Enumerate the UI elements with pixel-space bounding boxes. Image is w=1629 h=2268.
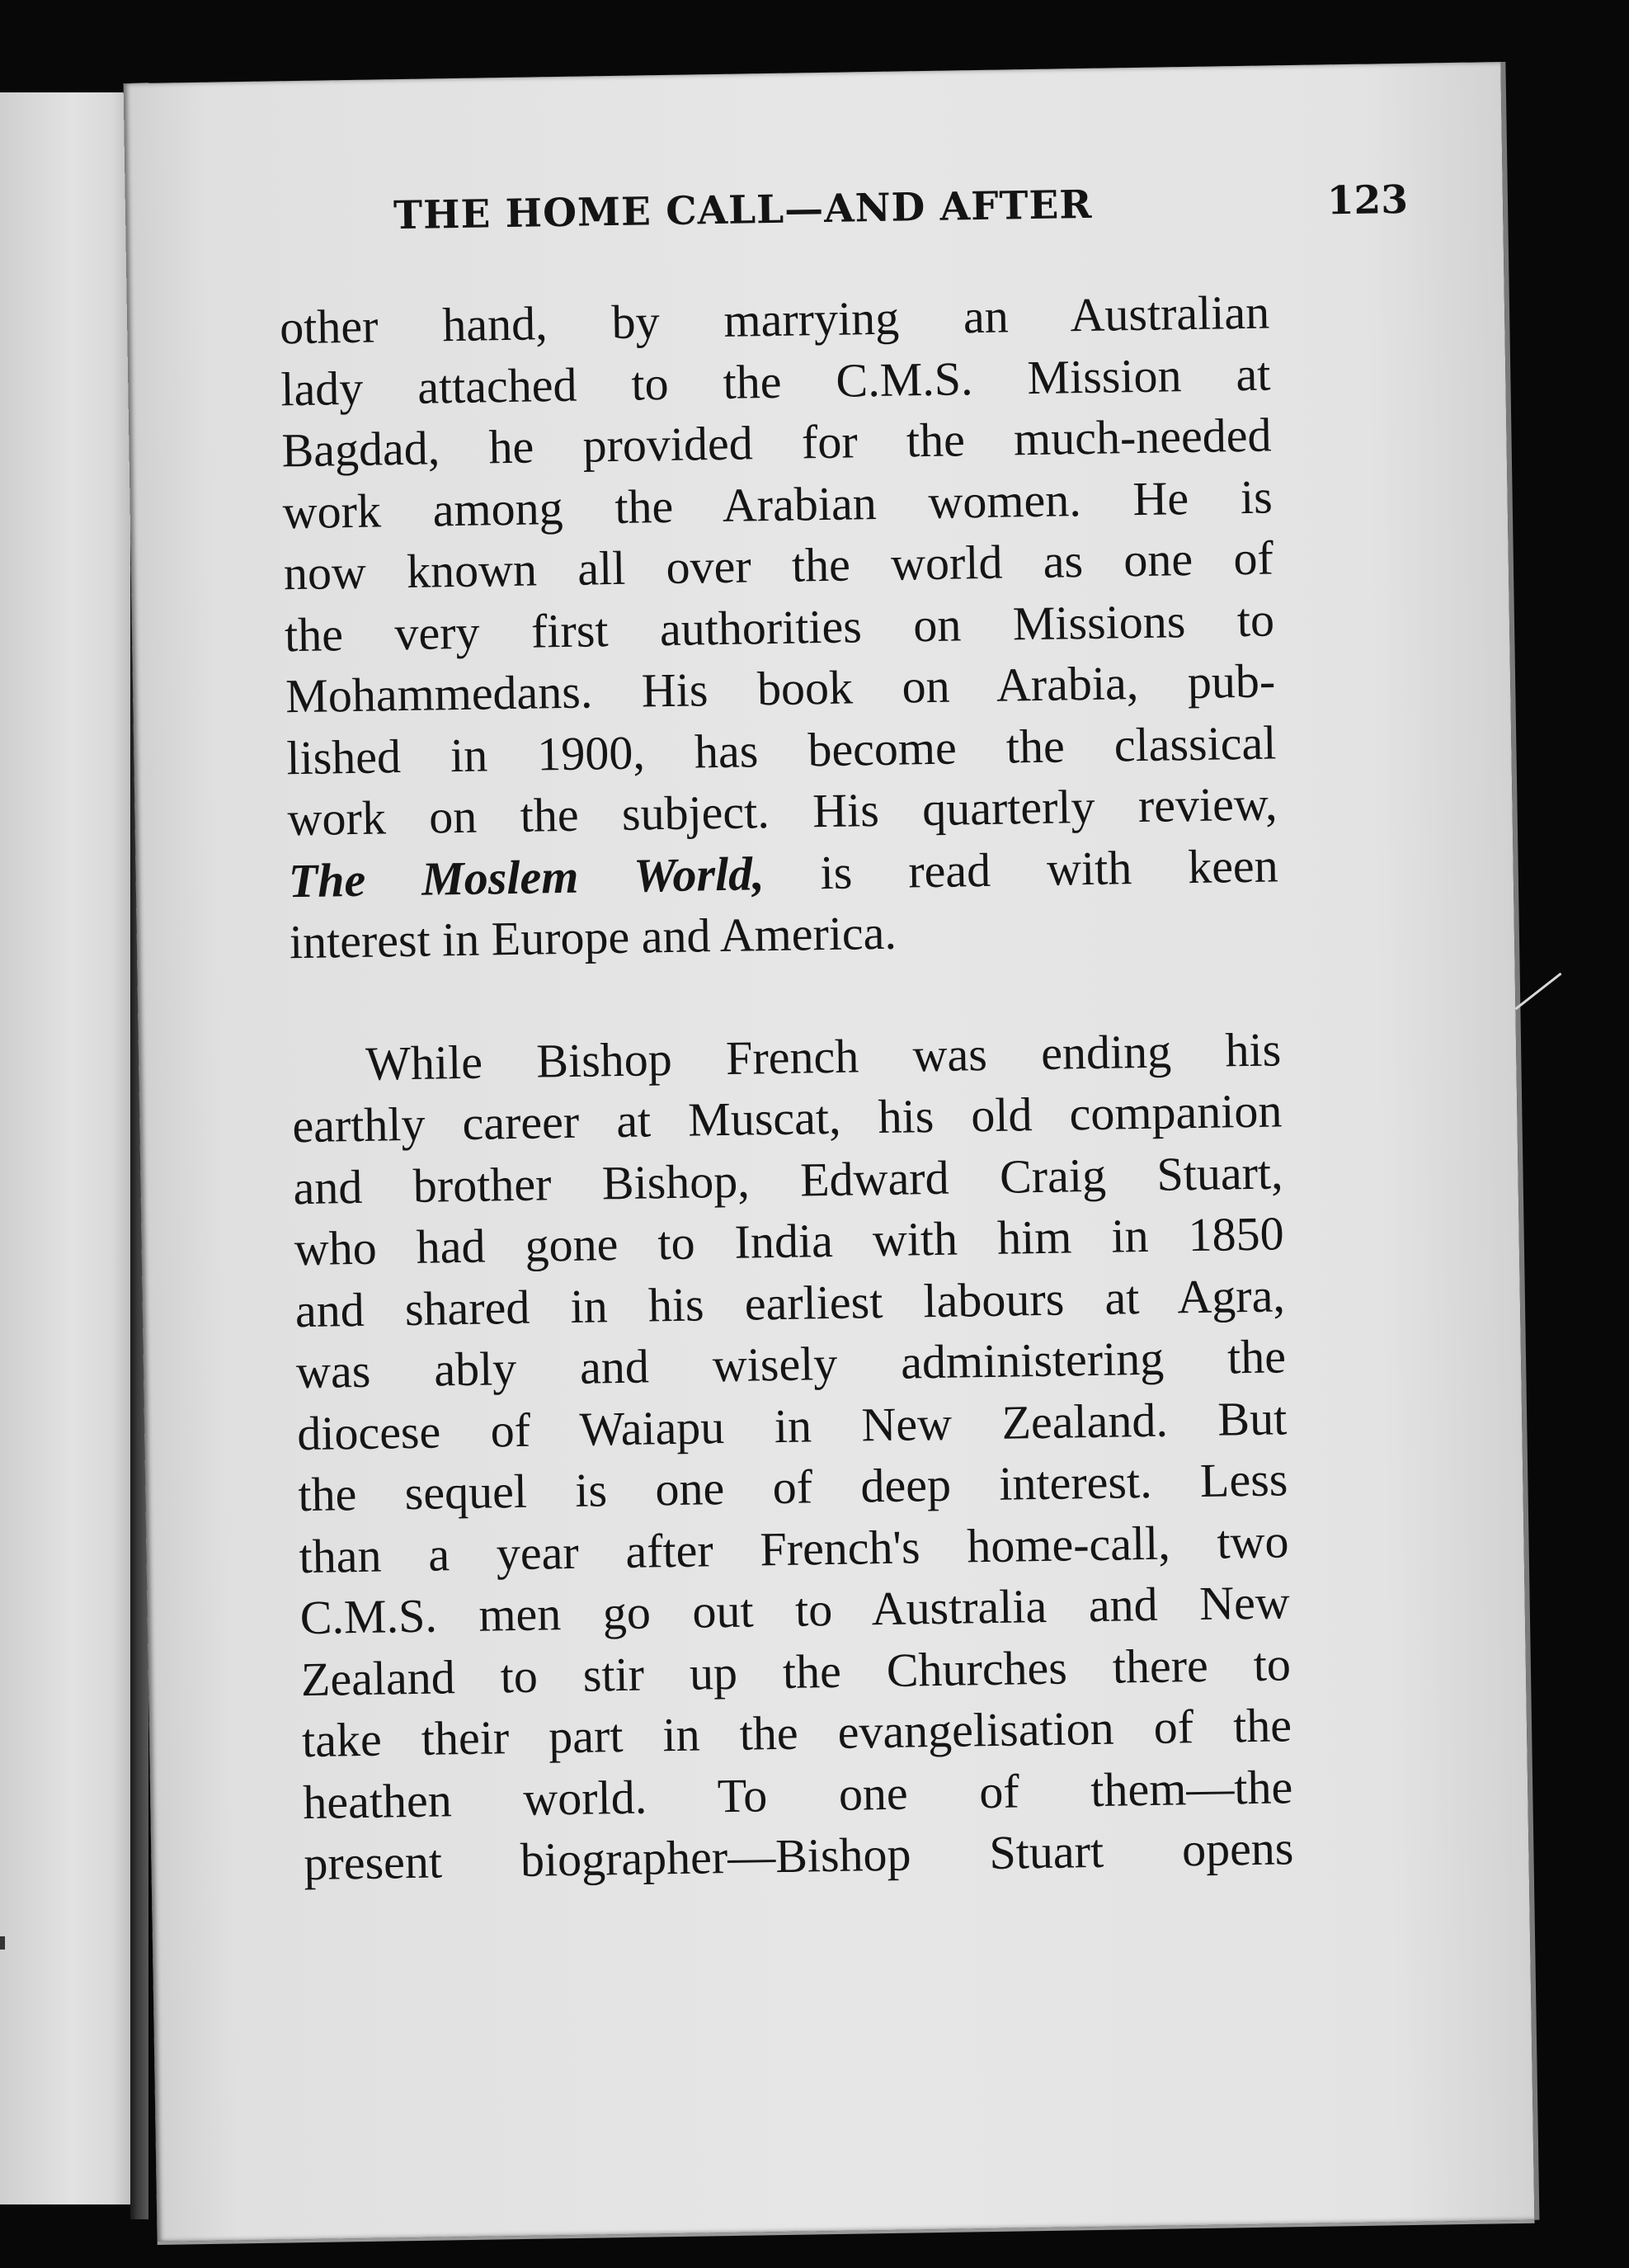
body-text: [280, 281, 1294, 1894]
book-page: [124, 62, 1535, 2242]
text-line: While Bishop French was ending his: [365, 1021, 1282, 1091]
text-line: present biographer—Bishop Stuart opens: [303, 1821, 1294, 1891]
page-right-edge: [1500, 62, 1539, 2220]
text-line: the sequel is one of deep interest. Less: [297, 1452, 1288, 1522]
paragraph-2: [291, 1019, 1294, 1895]
scan-scratch: [1514, 973, 1561, 1010]
text-segment: is read with keen: [764, 837, 1279, 900]
page-bottom-edge: [158, 2220, 1535, 2245]
text-line: work on the subject. His quarterly review,: [287, 776, 1278, 846]
text-line: lady attached to the C.M.S. Mission at: [280, 346, 1271, 416]
italic-publication-title: The Moslem World,: [288, 846, 765, 908]
text-line: now known all over the world as one of: [283, 530, 1274, 601]
text-line: lished in 1900, has become the classical: [285, 714, 1277, 785]
running-title: THE HOME CALL—AND AFTER: [393, 182, 1093, 239]
text-line: diocese of Waiapu in New Zealand. But: [296, 1390, 1288, 1460]
text-line: Bagdad, he provided for the much-needed: [281, 408, 1272, 478]
text-line: earthly career at Muscat, his old companion: [291, 1083, 1283, 1153]
text-line: Mohammedans. His book on Arabia, pub-: [285, 653, 1276, 724]
text-line: C.M.S. men go out to Australia and New: [299, 1575, 1291, 1645]
previous-page-sliver: [0, 92, 132, 2204]
page-number: 123: [1326, 177, 1409, 224]
text-line: and brother Bishop, Edward Craig Stuart,: [293, 1144, 1283, 1214]
margin-mark: [0, 1936, 5, 1950]
text-line: work among the Arabian women. He is: [282, 469, 1274, 539]
text-line: than a year after French's home-call, two: [299, 1513, 1289, 1583]
text-line: the very first authorities on Missions to: [284, 592, 1275, 662]
text-line: interest in Europe and America.: [289, 905, 897, 969]
text-line: other hand, by marrying an Australian: [279, 285, 1270, 355]
paragraph-1: [280, 281, 1280, 973]
text-line: and shared in his earliest labours at Agra,: [294, 1267, 1286, 1337]
text-line: Zealand to stir up the Churches there to: [300, 1636, 1292, 1706]
page-header: [393, 177, 1409, 251]
text-line: who had gone to India with him in 1850: [294, 1206, 1285, 1276]
text-line: heathen world. To one of them—the: [302, 1759, 1293, 1829]
text-line: take their part in the evangelisation of the: [301, 1698, 1292, 1768]
text-line: was ably and wisely administering the: [295, 1329, 1287, 1399]
